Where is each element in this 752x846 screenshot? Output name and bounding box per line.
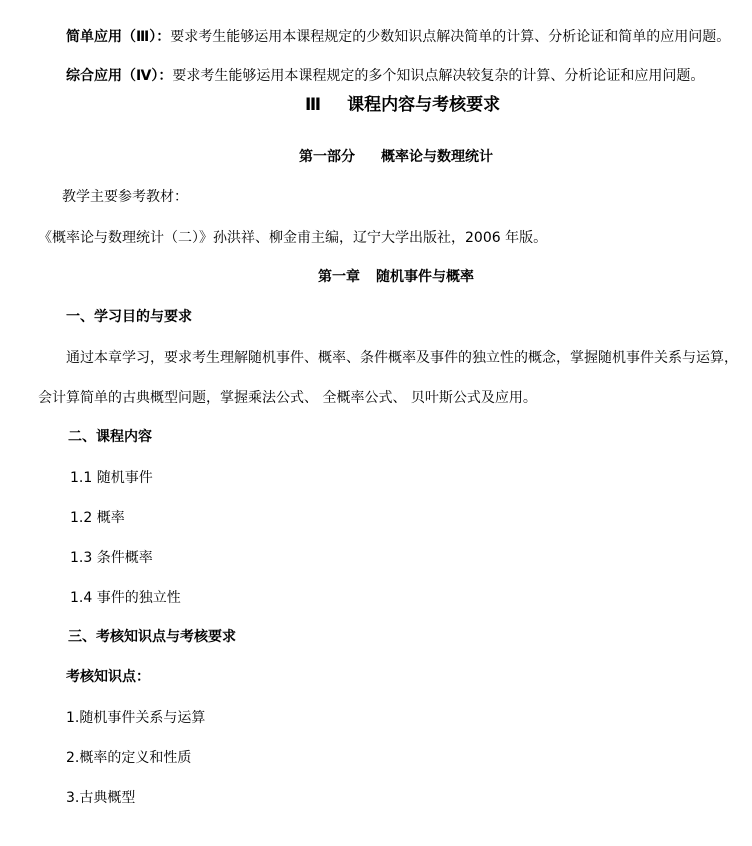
assessment-heading: 三、考核知识点与考核要求 bbox=[68, 629, 236, 645]
objectives-text-line1: 通过本章学习，要求考生理解随机事件、概率、条件概率及事件的独立性的概念，掌握随机事件关系与运算， bbox=[66, 350, 738, 366]
content-item: 1.1 随机事件 bbox=[70, 470, 153, 486]
section-heading bbox=[305, 95, 500, 115]
section-number: Ⅲ bbox=[305, 95, 322, 115]
part-heading bbox=[299, 147, 493, 167]
level-simple-application bbox=[66, 27, 730, 47]
assessment-item: 3.古典概型 bbox=[66, 790, 136, 806]
part-number: 第一部分 bbox=[299, 149, 355, 165]
content-item: 1.2 概率 bbox=[70, 510, 125, 526]
chapter-number: 第一章 bbox=[318, 269, 360, 285]
level-comprehensive-text: 要求考生能够运用本课程规定的多个知识点解决较复杂的计算、分析论证和应用问题。 bbox=[172, 68, 705, 84]
level-simple-label: 简单应用（Ⅲ）： bbox=[66, 29, 171, 45]
level-simple-text: 要求考生能够运用本课程规定的少数知识点解决简单的计算、分析论证和简单的应用问题。 bbox=[170, 29, 731, 45]
textbook-intro: 教学主要参考教材： bbox=[62, 189, 188, 205]
assessment-subheading: 考核知识点： bbox=[66, 669, 150, 685]
assessment-item: 1.随机事件关系与运算 bbox=[66, 710, 206, 726]
part-title: 概率论与数理统计 bbox=[381, 149, 493, 165]
chapter-heading bbox=[318, 267, 474, 287]
content-item: 1.4 事件的独立性 bbox=[70, 590, 181, 606]
content-heading: 二、课程内容 bbox=[68, 429, 152, 445]
chapter-title: 随机事件与概率 bbox=[376, 269, 474, 285]
content-item: 1.3 条件概率 bbox=[70, 550, 153, 566]
section-title: 课程内容与考核要求 bbox=[347, 95, 501, 115]
assessment-item: 2.概率的定义和性质 bbox=[66, 750, 192, 766]
objectives-heading: 一、学习目的与要求 bbox=[66, 309, 192, 325]
level-comprehensive-label: 综合应用（Ⅳ）： bbox=[66, 68, 173, 84]
level-comprehensive-application bbox=[66, 66, 704, 86]
objectives-text-line2: 会计算简单的古典概型问题，掌握乘法公式、 全概率公式、 贝叶斯公式及应用。 bbox=[38, 390, 537, 406]
textbook-reference: 《概率论与数理统计（二）》孙洪祥、柳金甫主编，辽宁大学出版社，2006 年版。 bbox=[38, 230, 548, 246]
